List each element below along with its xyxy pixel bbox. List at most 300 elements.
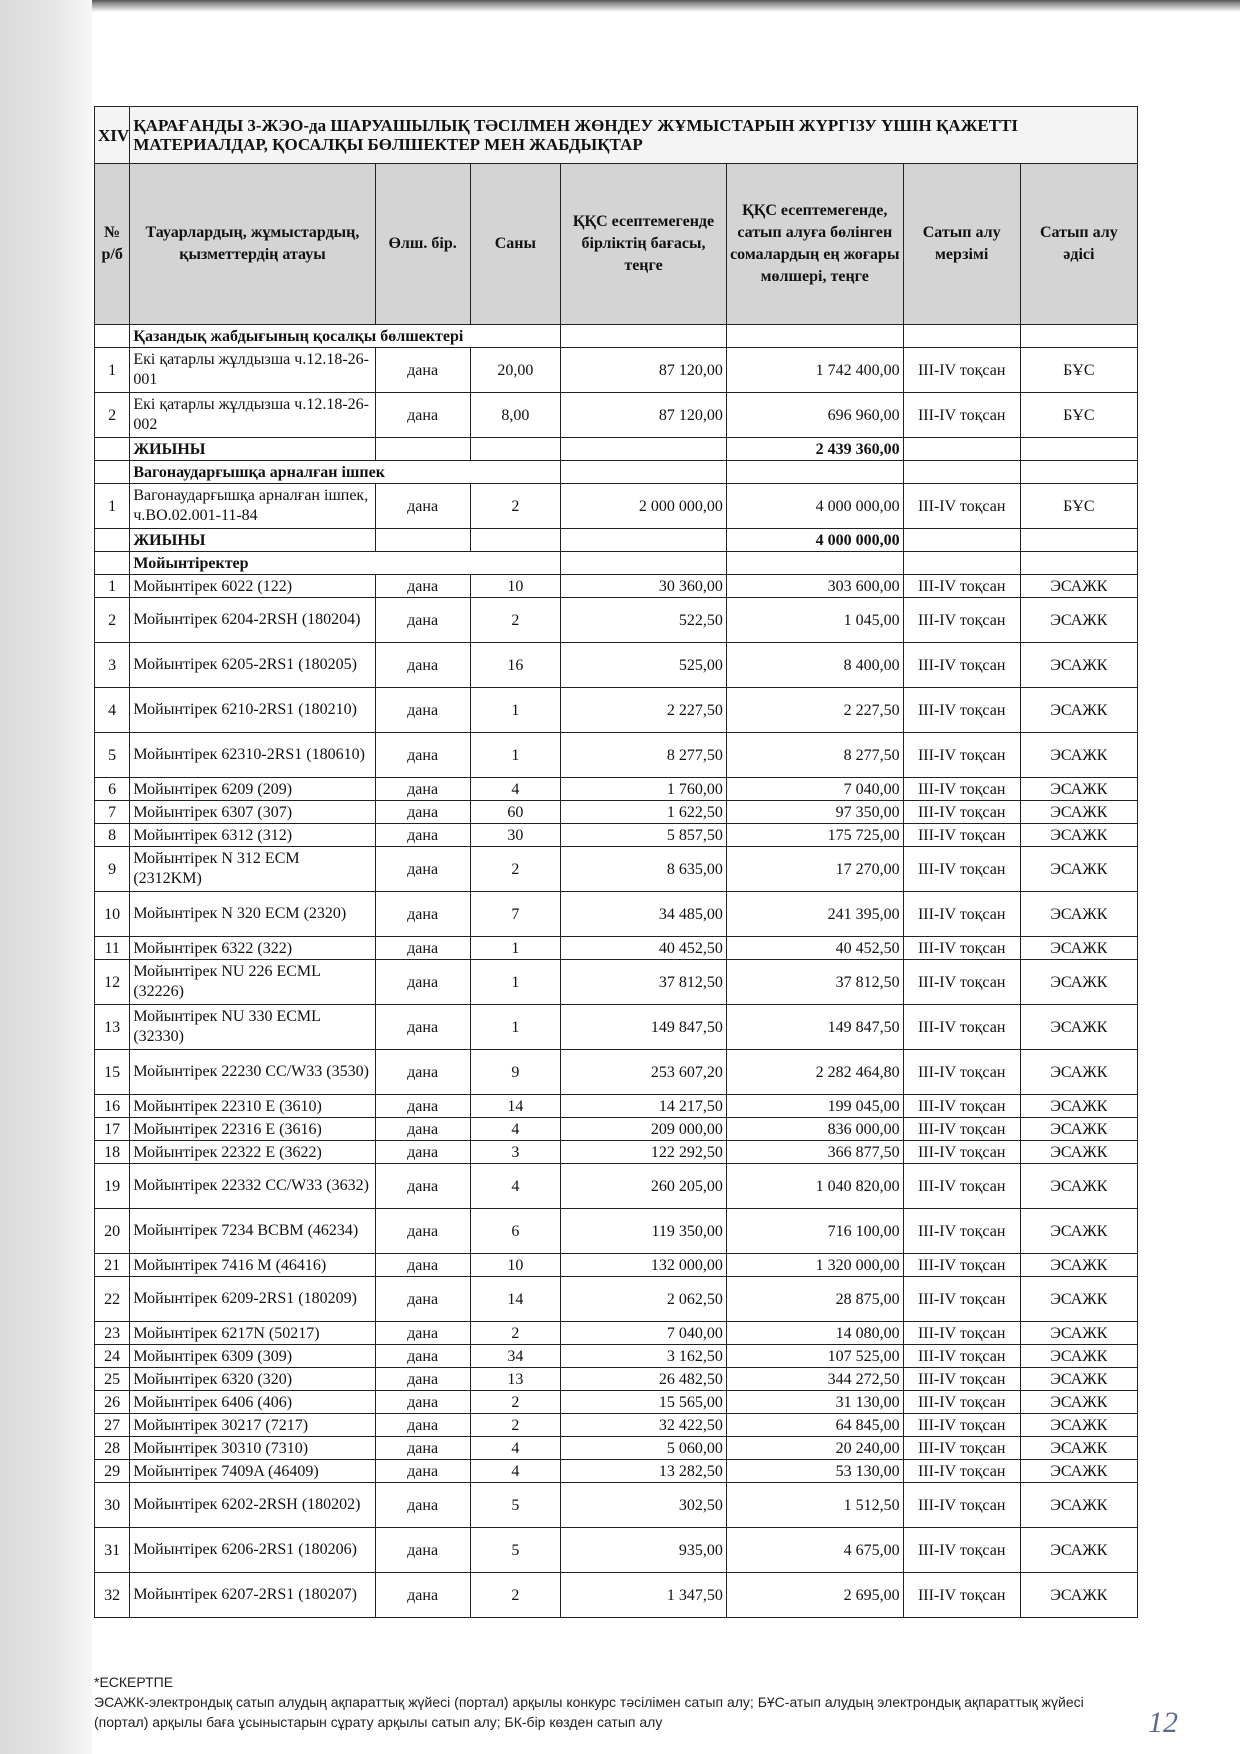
unit: дана [375,1277,470,1322]
max-sum: 1 040 820,00 [726,1164,903,1209]
purchase-method: БҰС [1020,348,1137,393]
unit-price: 87 120,00 [561,348,727,393]
item-name: Мойынтірек N 320 ECM (2320) [130,892,375,937]
max-sum: 2 695,00 [726,1573,903,1618]
unit: дана [375,937,470,960]
col-header-max-sum: ҚҚС есептемегенде, сатып алуға бөлінген сомалардың ең жоғары мөлшері, теңге [726,164,903,325]
row-number: 5 [95,733,130,778]
scan-page-edge [0,0,92,1754]
unit: дана [375,1483,470,1528]
quantity: 2 [470,847,561,892]
row-number: 1 [95,484,130,529]
table-row [95,1483,1138,1528]
quantity: 10 [470,575,561,598]
quantity: 1 [470,733,561,778]
unit: дана [375,575,470,598]
item-name: Екі қатарлы жұлдызша ч.12.18-26-002 [130,393,375,438]
section-title-row [95,107,1138,164]
group-title: Мойынтіректер [130,552,561,575]
purchase-method: БҰС [1020,484,1137,529]
table-row [95,778,1138,801]
purchase-method: ЭСАЖК [1020,1391,1137,1414]
procurement-table-container [94,106,1138,1618]
max-sum: 303 600,00 [726,575,903,598]
purchase-period: III-IV тоқсан [903,484,1020,529]
table-row [95,688,1138,733]
unit: дана [375,1164,470,1209]
item-name: Мойынтірек 7409A (46409) [130,1460,375,1483]
row-number: 7 [95,801,130,824]
max-sum: 199 045,00 [726,1095,903,1118]
purchase-period: III-IV тоқсан [903,1209,1020,1254]
quantity: 1 [470,937,561,960]
table-row [95,1414,1138,1437]
unit-price: 37 812,50 [561,960,727,1005]
purchase-method: БҰС [1020,393,1137,438]
section-title: ҚАРАҒАНДЫ 3-ЖЭО-да ШАРУАШЫЛЫҚ ТӘСІЛМЕН ЖӨНДЕУ ЖҰМЫСТАРЫН ЖҮРГІЗУ ҮШІН ҚАЖЕТТІ МАТЕРИАЛДАР, ҚОСАЛҚЫ БӨЛШЕКТЕР МЕН ЖАБДЫҚТАР [130,107,1138,164]
total-label: ЖИЫНЫ [130,438,375,461]
item-name: Мойынтірек 6205-2RS1 (180205) [130,643,375,688]
table-row [95,1528,1138,1573]
row-number: 11 [95,937,130,960]
purchase-method: ЭСАЖК [1020,1277,1137,1322]
item-name: Мойынтірек 7416 M (46416) [130,1254,375,1277]
unit-price: 2 227,50 [561,688,727,733]
max-sum: 4 000 000,00 [726,484,903,529]
unit-price: 260 205,00 [561,1164,727,1209]
table-row [95,393,1138,438]
purchase-method: ЭСАЖК [1020,1528,1137,1573]
quantity: 3 [470,1141,561,1164]
quantity: 2 [470,1391,561,1414]
row-number: 16 [95,1095,130,1118]
purchase-period: III-IV тоқсан [903,1322,1020,1345]
unit-price: 132 000,00 [561,1254,727,1277]
max-sum: 2 227,50 [726,688,903,733]
col-header-name: Тауарлардың, жұмыстардың, қызметтердің атауы [130,164,375,325]
unit-price: 40 452,50 [561,937,727,960]
group-total-row [95,438,1138,461]
purchase-method: ЭСАЖК [1020,1437,1137,1460]
row-number: 24 [95,1345,130,1368]
table-row [95,1345,1138,1368]
item-name: Мойынтірек 6204-2RSH (180204) [130,598,375,643]
row-number: 1 [95,348,130,393]
scan-top-edge [92,0,1240,12]
quantity: 7 [470,892,561,937]
table-row [95,598,1138,643]
unit-price: 209 000,00 [561,1118,727,1141]
quantity: 16 [470,643,561,688]
row-number: 31 [95,1528,130,1573]
row-number: 12 [95,960,130,1005]
quantity: 4 [470,1164,561,1209]
item-name: Мойынтірек 6406 (406) [130,1391,375,1414]
max-sum: 1 045,00 [726,598,903,643]
unit-price: 149 847,50 [561,1005,727,1050]
table-row [95,1118,1138,1141]
unit-price: 253 607,20 [561,1050,727,1095]
max-sum: 175 725,00 [726,824,903,847]
purchase-period: III-IV тоқсан [903,1005,1020,1050]
max-sum: 97 350,00 [726,801,903,824]
row-number: 6 [95,778,130,801]
unit: дана [375,1368,470,1391]
handwritten-page-number: 12 [1148,1706,1178,1739]
table-row [95,1391,1138,1414]
unit: дана [375,824,470,847]
max-sum: 107 525,00 [726,1345,903,1368]
unit: дана [375,1095,470,1118]
quantity: 4 [470,778,561,801]
unit: дана [375,348,470,393]
table-row [95,1209,1138,1254]
unit: дана [375,847,470,892]
table-row [95,892,1138,937]
unit: дана [375,1460,470,1483]
item-name: Мойынтірек 6320 (320) [130,1368,375,1391]
item-name: Мойынтірек 6217N (50217) [130,1322,375,1345]
purchase-method: ЭСАЖК [1020,801,1137,824]
purchase-period: III-IV тоқсан [903,937,1020,960]
unit: дана [375,1573,470,1618]
purchase-method: ЭСАЖК [1020,960,1137,1005]
purchase-method: ЭСАЖК [1020,1368,1137,1391]
table-body [95,325,1138,1618]
col-header-period: Сатып алу мерзімі [903,164,1020,325]
unit: дана [375,393,470,438]
max-sum: 1 320 000,00 [726,1254,903,1277]
row-number: 13 [95,1005,130,1050]
purchase-period: III-IV тоқсан [903,778,1020,801]
unit: дана [375,960,470,1005]
unit: дана [375,778,470,801]
row-number: 10 [95,892,130,937]
max-sum: 8 277,50 [726,733,903,778]
item-name: Мойынтірек 22230 CC/W33 (3530) [130,1050,375,1095]
max-sum: 40 452,50 [726,937,903,960]
purchase-method: ЭСАЖК [1020,937,1137,960]
quantity: 14 [470,1277,561,1322]
table-row [95,1050,1138,1095]
purchase-method: ЭСАЖК [1020,1095,1137,1118]
table-row [95,960,1138,1005]
item-name: Мойынтірек NU 226 ECML (32226) [130,960,375,1005]
col-header-unit: Өлш. бір. [375,164,470,325]
max-sum: 53 130,00 [726,1460,903,1483]
quantity: 8,00 [470,393,561,438]
max-sum: 2 282 464,80 [726,1050,903,1095]
quantity: 9 [470,1050,561,1095]
purchase-period: III-IV тоқсан [903,1118,1020,1141]
unit: дана [375,1209,470,1254]
unit: дана [375,1414,470,1437]
quantity: 20,00 [470,348,561,393]
purchase-method: ЭСАЖК [1020,1322,1137,1345]
unit: дана [375,1322,470,1345]
unit: дана [375,643,470,688]
item-name: Мойынтірек 30310 (7310) [130,1437,375,1460]
row-number: 23 [95,1322,130,1345]
total-label: ЖИЫНЫ [130,529,375,552]
max-sum: 149 847,50 [726,1005,903,1050]
quantity: 6 [470,1209,561,1254]
purchase-period: III-IV тоқсан [903,1277,1020,1322]
row-number: 9 [95,847,130,892]
purchase-period: III-IV тоқсан [903,824,1020,847]
max-sum: 14 080,00 [726,1322,903,1345]
row-number: 30 [95,1483,130,1528]
item-name: Мойынтірек NU 330 ECML (32330) [130,1005,375,1050]
row-number: 15 [95,1050,130,1095]
purchase-period: III-IV тоқсан [903,1141,1020,1164]
footnote-title: *ЕСКЕРТПЕ [94,1674,174,1690]
row-number: 18 [95,1141,130,1164]
purchase-method: ЭСАЖК [1020,575,1137,598]
unit: дана [375,1345,470,1368]
purchase-period: III-IV тоқсан [903,892,1020,937]
table-row [95,1437,1138,1460]
max-sum: 20 240,00 [726,1437,903,1460]
procurement-table [94,106,1138,1618]
unit-price: 935,00 [561,1528,727,1573]
max-sum: 4 675,00 [726,1528,903,1573]
item-name: Мойынтірек 22310 E (3610) [130,1095,375,1118]
row-number: 27 [95,1414,130,1437]
quantity: 1 [470,688,561,733]
unit-price: 1 347,50 [561,1573,727,1618]
quantity: 1 [470,1005,561,1050]
purchase-period: III-IV тоқсан [903,598,1020,643]
total-sum: 2 439 360,00 [726,438,903,461]
row-number: 4 [95,688,130,733]
col-header-number: № р/б [95,164,130,325]
table-row [95,733,1138,778]
unit-price: 1 760,00 [561,778,727,801]
table-row [95,1322,1138,1345]
purchase-method: ЭСАЖК [1020,824,1137,847]
row-number: 19 [95,1164,130,1209]
purchase-period: III-IV тоқсан [903,1095,1020,1118]
unit-price: 5 060,00 [561,1437,727,1460]
table-row [95,575,1138,598]
purchase-method: ЭСАЖК [1020,1118,1137,1141]
max-sum: 37 812,50 [726,960,903,1005]
table-row [95,1254,1138,1277]
item-name: Мойынтірек 6207-2RS1 (180207) [130,1573,375,1618]
row-number: 3 [95,643,130,688]
total-sum: 4 000 000,00 [726,529,903,552]
purchase-period: III-IV тоқсан [903,575,1020,598]
unit-price: 3 162,50 [561,1345,727,1368]
group-header-row [95,325,1138,348]
max-sum: 716 100,00 [726,1209,903,1254]
max-sum: 8 400,00 [726,643,903,688]
item-name: Мойынтірек 22316 E (3616) [130,1118,375,1141]
unit: дана [375,733,470,778]
unit: дана [375,1118,470,1141]
row-number: 29 [95,1460,130,1483]
table-row [95,484,1138,529]
purchase-method: ЭСАЖК [1020,892,1137,937]
item-name: Мойынтірек 6202-2RSH (180202) [130,1483,375,1528]
quantity: 1 [470,960,561,1005]
purchase-period: III-IV тоқсан [903,393,1020,438]
item-name: Мойынтірек 6210-2RS1 (180210) [130,688,375,733]
row-number: 32 [95,1573,130,1618]
footnote [94,1672,1134,1732]
table-row [95,1141,1138,1164]
unit-price: 122 292,50 [561,1141,727,1164]
table-row [95,824,1138,847]
unit-price: 8 277,50 [561,733,727,778]
table-row [95,1368,1138,1391]
purchase-period: III-IV тоқсан [903,688,1020,733]
table-row [95,1164,1138,1209]
column-header-row [95,164,1138,325]
table-row [95,801,1138,824]
table-row [95,937,1138,960]
table-row [95,847,1138,892]
purchase-period: III-IV тоқсан [903,847,1020,892]
max-sum: 1 742 400,00 [726,348,903,393]
table-row [95,1573,1138,1618]
quantity: 10 [470,1254,561,1277]
item-name: Мойынтірек 6022 (122) [130,575,375,598]
purchase-period: III-IV тоқсан [903,1483,1020,1528]
unit: дана [375,1254,470,1277]
unit: дана [375,1437,470,1460]
unit-price: 119 350,00 [561,1209,727,1254]
quantity: 4 [470,1460,561,1483]
purchase-period: III-IV тоқсан [903,643,1020,688]
row-number: 8 [95,824,130,847]
unit-price: 87 120,00 [561,393,727,438]
purchase-period: III-IV тоқсан [903,1414,1020,1437]
row-number: 2 [95,598,130,643]
group-title: Қазандық жабдығының қосалқы бөлшектері [130,325,561,348]
unit: дана [375,892,470,937]
item-name: Мойынтірек 22322 E (3622) [130,1141,375,1164]
purchase-period: III-IV тоқсан [903,960,1020,1005]
item-name: Екі қатарлы жұлдызша ч.12.18-26-001 [130,348,375,393]
unit: дана [375,598,470,643]
item-name: Мойынтірек 7234 BCBM (46234) [130,1209,375,1254]
unit-price: 13 282,50 [561,1460,727,1483]
item-name: Мойынтірек 6309 (309) [130,1345,375,1368]
row-number: 21 [95,1254,130,1277]
purchase-method: ЭСАЖК [1020,1005,1137,1050]
unit-price: 14 217,50 [561,1095,727,1118]
purchase-method: ЭСАЖК [1020,847,1137,892]
quantity: 4 [470,1118,561,1141]
group-header-row [95,461,1138,484]
max-sum: 836 000,00 [726,1118,903,1141]
unit-price: 302,50 [561,1483,727,1528]
unit-price: 30 360,00 [561,575,727,598]
purchase-method: ЭСАЖК [1020,1209,1137,1254]
max-sum: 241 395,00 [726,892,903,937]
max-sum: 31 130,00 [726,1391,903,1414]
item-name: Мойынтірек 6209 (209) [130,778,375,801]
quantity: 13 [470,1368,561,1391]
quantity: 60 [470,801,561,824]
purchase-method: ЭСАЖК [1020,1050,1137,1095]
row-number: 28 [95,1437,130,1460]
row-number: 26 [95,1391,130,1414]
item-name: Вагонаударғышқа арналған ішпек, ч.ВО.02.001-11-84 [130,484,375,529]
row-number: 17 [95,1118,130,1141]
table-row [95,348,1138,393]
quantity: 14 [470,1095,561,1118]
purchase-period: III-IV тоқсан [903,1528,1020,1573]
unit: дана [375,688,470,733]
quantity: 4 [470,1437,561,1460]
item-name: Мойынтірек 6206-2RS1 (180206) [130,1528,375,1573]
unit: дана [375,1141,470,1164]
group-title: Вагонаударғышқа арналған ішпек [130,461,561,484]
row-number: 25 [95,1368,130,1391]
item-name: Мойынтірек 22332 CC/W33 (3632) [130,1164,375,1209]
item-name: Мойынтірек 6322 (322) [130,937,375,960]
quantity: 2 [470,598,561,643]
row-number: 1 [95,575,130,598]
purchase-method: ЭСАЖК [1020,1164,1137,1209]
item-name: Мойынтірек 30217 (7217) [130,1414,375,1437]
col-header-method: Сатып алу әдісі [1020,164,1137,325]
col-header-qty: Саны [470,164,561,325]
item-name: Мойынтірек 6209-2RS1 (180209) [130,1277,375,1322]
purchase-method: ЭСАЖК [1020,1460,1137,1483]
unit-price: 2 000 000,00 [561,484,727,529]
unit-price: 522,50 [561,598,727,643]
purchase-period: III-IV тоқсан [903,1164,1020,1209]
max-sum: 64 845,00 [726,1414,903,1437]
quantity: 2 [470,1573,561,1618]
purchase-method: ЭСАЖК [1020,778,1137,801]
unit-price: 525,00 [561,643,727,688]
col-header-unit-price: ҚҚС есептемегенде бірліктің бағасы, теңге [561,164,727,325]
table-row [95,1460,1138,1483]
purchase-period: III-IV тоқсан [903,1460,1020,1483]
quantity: 30 [470,824,561,847]
purchase-method: ЭСАЖК [1020,1414,1137,1437]
row-number: 20 [95,1209,130,1254]
max-sum: 28 875,00 [726,1277,903,1322]
max-sum: 17 270,00 [726,847,903,892]
unit-price: 2 062,50 [561,1277,727,1322]
purchase-period: III-IV тоқсан [903,1254,1020,1277]
table-row [95,1277,1138,1322]
unit-price: 32 422,50 [561,1414,727,1437]
max-sum: 344 272,50 [726,1368,903,1391]
unit-price: 15 565,00 [561,1391,727,1414]
item-name: Мойынтірек N 312 ECM (2312KM) [130,847,375,892]
purchase-method: ЭСАЖК [1020,1254,1137,1277]
quantity: 2 [470,1322,561,1345]
quantity: 5 [470,1528,561,1573]
purchase-period: III-IV тоқсан [903,733,1020,778]
group-total-row [95,529,1138,552]
footnote-text: ЭСАЖК-электрондық сатып алудың ақпараттық жүйесі (портал) арқылы конкурс тәсілімен сатып алу; БҰС-атып алудың электрондық ақпараттық жүйесі (портал) арқылы баға ұсыныстарын сұрату арқылы сатып алу; БК-бір көзден сатып алу [94,1694,1084,1730]
purchase-method: ЭСАЖК [1020,688,1137,733]
purchase-period: III-IV тоқсан [903,1345,1020,1368]
purchase-method: ЭСАЖК [1020,1345,1137,1368]
unit: дана [375,1528,470,1573]
row-number: 2 [95,393,130,438]
purchase-method: ЭСАЖК [1020,643,1137,688]
max-sum: 696 960,00 [726,393,903,438]
